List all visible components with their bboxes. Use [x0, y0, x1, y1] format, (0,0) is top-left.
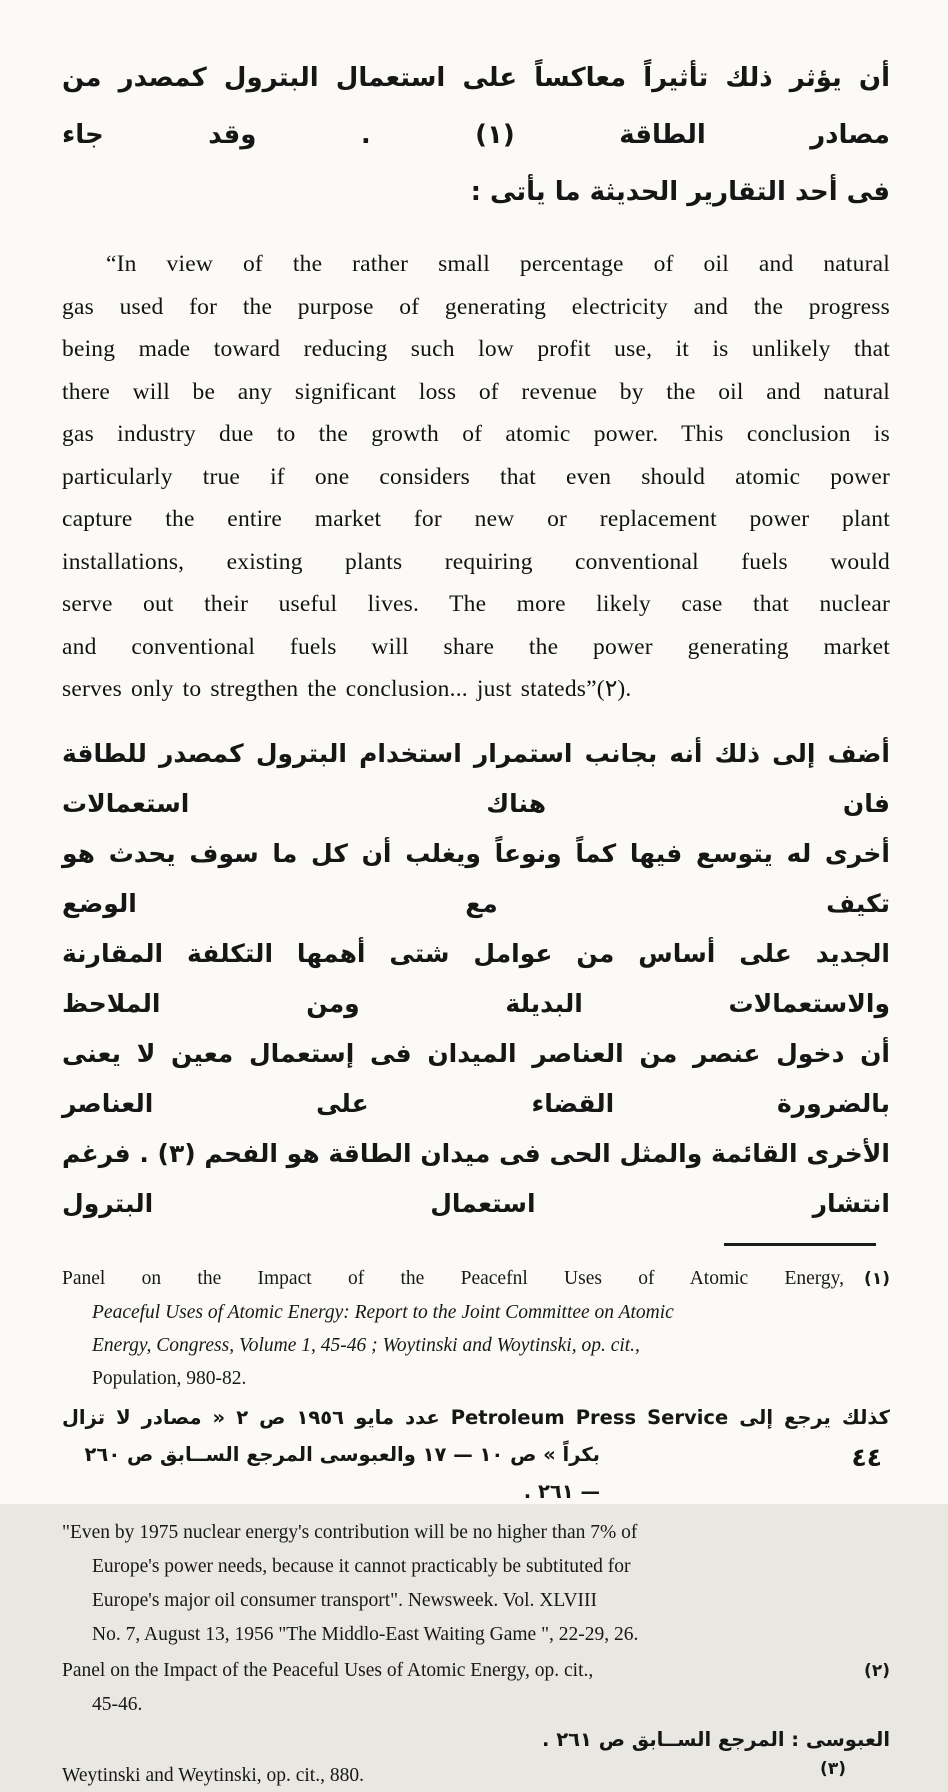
footnote-3-marker: (٣) [820, 1758, 846, 1779]
footnote-2-text: Panel on the Impact of the Peaceful Uses of Atomic Energy, op. cit., [62, 1659, 594, 1681]
text-line: “In view of the rather small percentage of oil and natural [106, 251, 890, 277]
text-line: كذلك يرجع إلى Petroleum Press Service عدد مايو ١٩٥٦ ص ٢ « مصادر لا تزال [62, 1405, 891, 1429]
text-line: serves only to stregthen the conclusion... just stateds”(٢). [62, 676, 632, 702]
text-line: and conventional fuels will share the power generating market [62, 633, 890, 660]
text-line: particularly true if one considers that even should atomic power [62, 463, 890, 490]
text-line: Europe's major oil consumer transport". Newsweek. Vol. XLVIII [92, 1589, 598, 1611]
text-line: installations, existing plants requiring conventional fuels would [62, 548, 890, 575]
footnote-2-marker: (٢) [864, 1660, 890, 1681]
footnote-3-english: Weytinski and Weytinski, op. cit., 880. [62, 1764, 364, 1786]
text-line: Population, 980-82. [92, 1367, 247, 1389]
text-line: Peaceful Uses of Atomic Energy: Report to the Joint Committee on Atomic [92, 1301, 674, 1323]
text-line: أن يؤثر ذلك تأثيراً معاكساً على استعمال البترول كمصدر من مصادر الطاقة (١) . وقد جاء [62, 63, 890, 150]
footnote-3-arabic: العبوسى : المرجع الســابق ص ٢٦١ . [542, 1727, 890, 1751]
text-line: 45-46. [92, 1693, 143, 1715]
footnote-separator-rule [724, 1243, 876, 1246]
text-line: there will be any significant loss of revenue by the oil and natural [62, 378, 890, 405]
footnote-1 [62, 1262, 890, 1395]
arabic-body-paragraph [62, 729, 890, 1229]
footnote-1-marker: (١) [864, 1268, 890, 1289]
text-line: gas industry due to the growth of atomic power. This conclusion is [62, 421, 890, 447]
page-number: ٤٤ [851, 1443, 882, 1472]
text-line: Energy, Congress, Volume 1, 45-46 ; Woytinski and Woytinski, op. cit., [92, 1334, 640, 1356]
text-line: أخرى له يتوسع فيها كماً ونوعاً ويغلب أن كل ما سوف يحدث هو تكيف مع الوضع [62, 838, 890, 918]
footnote-3-row [62, 1759, 890, 1792]
footnote-2-first-line [62, 1654, 890, 1688]
text-line: capture the entire market for new or replacement power plant [62, 506, 890, 532]
text-line: being made toward reducing such low profit use, it is unlikely that [62, 336, 890, 362]
text-line: أن دخول عنصر من العناصر الميدان فى إستعمال معين لا يعنى بالضرورة القضاء على العناصر [62, 1038, 890, 1118]
english-quote-paragraph [62, 243, 890, 711]
arabic-intro-paragraph [62, 50, 890, 221]
text-line: أضف إلى ذلك أنه بجانب استمرار استخدام البترول كمصدر للطاقة فان هناك استعمالات [62, 738, 890, 818]
text-line: بكراً » ص ١٠ — ١٧ والعبوسى المرجع الســابق ص ٢٦٠ — ٢٦١ . [84, 1442, 600, 1503]
footnote-2-continuation [62, 1688, 890, 1721]
text-line: "Even by 1975 nuclear energy's contribution will be no higher than 7% of [62, 1521, 638, 1543]
text-line: الجديد على أساس من عوامل شتى أهمها التكلفة المقارنة والاستعمالات البديلة ومن الملاحظ [62, 938, 890, 1018]
text-line: Europe's power needs, because it cannot practicably be subtituted for [92, 1555, 631, 1577]
footnote-1-text: Panel on the Impact of the Peacefnl Uses of Atomic Energy, [62, 1267, 845, 1289]
footnote-2 [62, 1654, 890, 1721]
text-line: الأخرى القائمة والمثل الحى فى ميدان الطاقة هو الفحم (٣) . فرغم انتشار استعمال البترول [62, 1138, 890, 1218]
text-line: فى أحد التقارير الحديثة ما يأتى : [470, 177, 890, 207]
text-line: gas used for the purpose of generating electricity and the progress [62, 293, 890, 320]
footnote-1-continuation [62, 1296, 890, 1395]
footnote-newsweek [62, 1516, 890, 1652]
footnote-1-arabic [62, 1399, 890, 1510]
footnote-1-first-line [62, 1262, 890, 1296]
text-line: serve out their useful lives. The more likely case that nuclear [62, 591, 890, 617]
text-line: No. 7, August 13, 1956 "The Middlo-East Waiting Game ", 22-29, 26. [92, 1623, 639, 1645]
